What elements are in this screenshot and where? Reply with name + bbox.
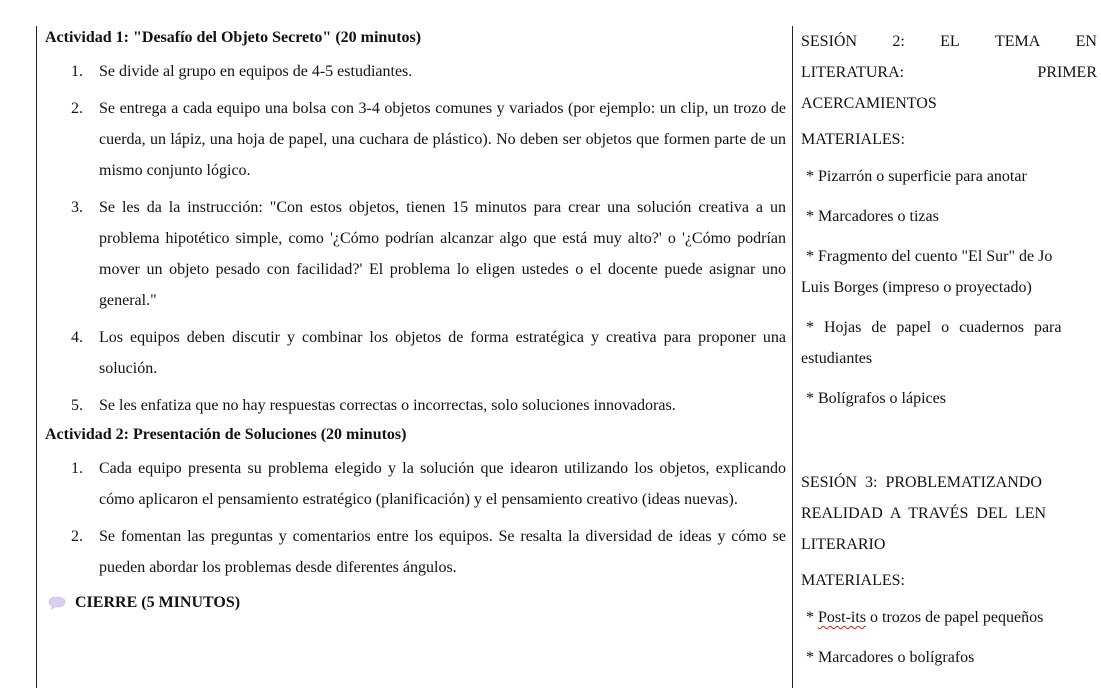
list-item: estudiantes [801,350,873,367]
closing-label: CIERRE (5 MINUTOS) [75,594,241,611]
activity-1-steps [45,56,786,421]
sessions-column [801,26,1101,666]
table-border-left [36,26,37,688]
list-item: * Fragmento del cuento "El Sur" de Jo [806,248,1053,265]
closing-heading [45,591,786,615]
list-item: 1. Cada equipo presenta su problema elegido y la solución que idearon utilizando los objetos, explicando cómo aplicaron el pensamiento estratégico (planificación) y el pensamiento creativo (ideas nuevas). [71,460,786,508]
session-3-title: SESIÓN 3: PROBLEMATIZANDO REALIDAD A TRAVÉS DEL LEN LITERARIO [801,474,1047,553]
spellcheck-word: Post-its [818,609,867,626]
list-item: 1. Se divide al grupo en equipos de 4-5 estudiantes. [71,63,413,80]
session-2-materials-label: MATERIALES: [801,131,905,148]
list-item: 2. Se entrega a cada equipo una bolsa con 3-4 objetos comunes y variados (por ejemplo: un clip, un trozo de cuerda, un lápiz, una hoja de papel, una cuchara de plástico). No deben ser objetos que formen parte de un mismo conjunto lógico. [71,100,786,179]
list-item: 4. Los equipos deben discutir y combinar los objetos de forma estratégica y creativa para proponer una solución. [71,329,786,377]
activity-2-title: Actividad 2: Presentación de Soluciones (20 minutos) [45,426,407,443]
list-item: * Post-its o trozos de papel pequeños [806,609,1044,626]
activity-1-title: Actividad 1: "Desafío del Objeto Secreto" (20 minutos) [45,29,422,46]
table-border-middle [792,26,793,688]
list-item: * Hojas de papel o cuadernos para [806,319,1062,336]
speech-bubble-icon [48,596,66,610]
session-3-materials-label: MATERIALES: [801,572,905,589]
list-item: * Marcadores o tizas [806,208,939,225]
list-item: * Marcadores o bolígrafos [806,649,975,666]
list-item: * Bolígrafos o lápices [806,390,946,407]
activity-2-steps [45,453,786,583]
list-item: Luis Borges (impreso o proyectado) [801,279,1032,296]
session-3 [801,467,1101,673]
session-2-title: SESIÓN 2: EL TEMA EN LITERATURA: PRIMER ACERCAMIENTOS [801,33,1097,112]
list-item: 5. Se les enfatiza que no hay respuestas correctas o incorrectas, solo soluciones innovadoras. [71,397,676,414]
list-item: 2. Se fomentan las preguntas y comentarios entre los equipos. Se resalta la diversidad de ideas y cómo se pueden abordar los problemas desde diferentes ángulos. [71,528,786,576]
lesson-plan-column [45,26,786,615]
session-2 [801,26,1101,414]
list-item: 3. Se les da la instrucción: "Con estos objetos, tienen 15 minutos para crear una solución creativa a un problema hipotético simple, como '¿Cómo podrían alcanzar algo que está muy alto?' o '¿Cómo podrían mover un objeto pesado con facilidad?' El problema lo eligen ustedes o el docente puede asignar uno general." [71,199,786,309]
list-item: * Pizarrón o superficie para anotar [806,168,1027,185]
